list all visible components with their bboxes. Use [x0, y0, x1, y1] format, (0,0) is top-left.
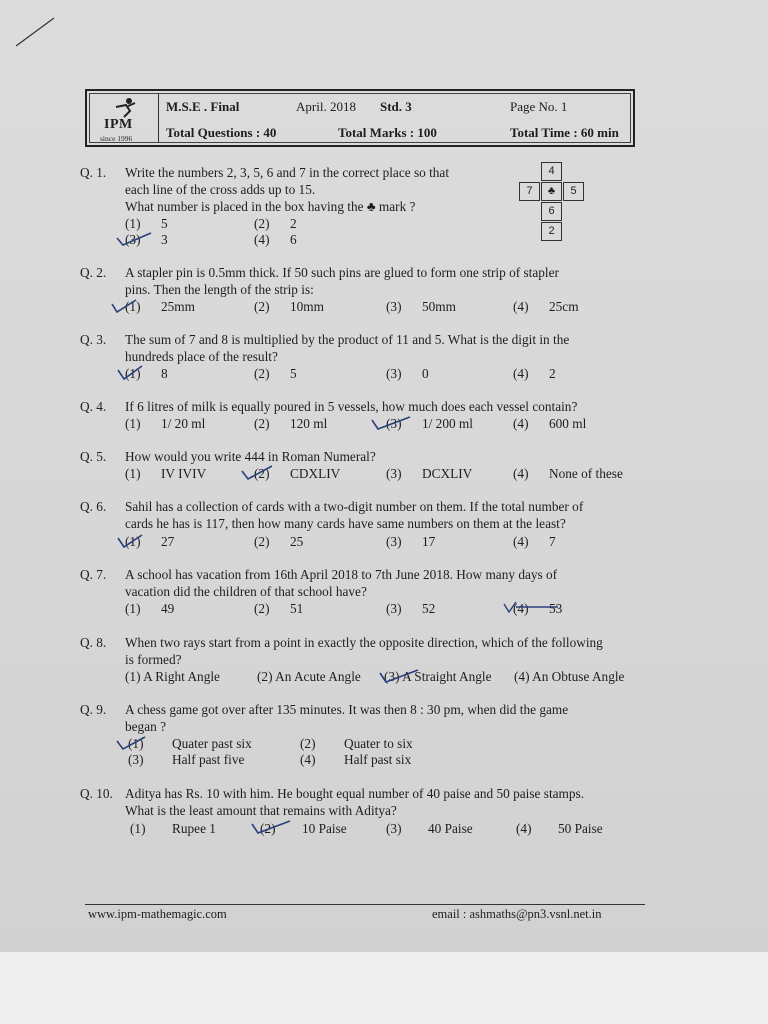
cross-cell-right: 5 [563, 182, 584, 201]
option-4: (4) 53 [513, 601, 563, 616]
scan-margin [0, 952, 768, 1024]
page-number: Page No. 1 [510, 99, 568, 114]
answer-tick-mark [116, 364, 146, 382]
option-4: (4) 50 Paise [516, 821, 603, 836]
exam-title: M.S.E . Final [166, 99, 240, 114]
question-text: A school has vacation from 16th April 2018 to 7th June 2018. How many days of [125, 567, 558, 582]
option-2: (2) 10 Paise [260, 821, 347, 836]
corner-pen-mark [14, 14, 74, 54]
question-text: A stapler pin is 0.5mm thick. If 50 such pins are glued to form one strip of stapler [125, 265, 559, 280]
question-text: If 6 litres of milk is equally poured in 5 vessels, how much does each vessel contain? [125, 399, 578, 414]
logo-since: since 1996 [100, 134, 133, 143]
answer-tick-mark [116, 532, 146, 550]
option-1: (1) Rupee 1 [130, 821, 216, 836]
question-number: Q. 3. [80, 332, 107, 347]
answer-tick-mark [115, 734, 149, 752]
option-1: (1) 27 [125, 534, 175, 549]
total-marks: Total Marks : 100 [338, 125, 437, 140]
exam-std: Std. 3 [380, 99, 412, 114]
question-text: Write the numbers 2, 3, 5, 6 and 7 in the correct place so that [125, 165, 450, 180]
question-text: A chess game got over after 135 minutes. It was then 8 : 30 pm, when did the game [125, 702, 569, 717]
option-3: (3) Half past five [128, 752, 245, 767]
option-1: (1) 1/ 20 ml [125, 416, 206, 431]
answer-tick-mark [502, 598, 562, 616]
option-4: (4) 600 ml [513, 416, 587, 431]
option-3: (3) 40 Paise [386, 821, 473, 836]
cross-cell-club: ♣ [541, 182, 562, 201]
answer-tick-mark [378, 667, 422, 685]
question-text: What number is placed in the box having the ♣ mark ? [125, 199, 416, 214]
question-text: each line of the cross adds up to 15. [125, 182, 316, 197]
footer-website: www.ipm-mathemagic.com [88, 907, 227, 921]
answer-tick-mark [110, 297, 140, 315]
option-2: (2) 25 [254, 534, 304, 549]
option-4: (4) 25cm [513, 299, 579, 314]
question-text: hundreds place of the result? [125, 349, 278, 364]
answer-tick-mark [240, 464, 276, 482]
question-text: What is the least amount that remains with Aditya? [125, 803, 397, 818]
answer-tick-mark [115, 230, 155, 248]
question-text: vacation did the children of that school have? [125, 584, 367, 599]
option-3: (3) 50mm [386, 299, 456, 314]
question-text: began ? [125, 719, 166, 734]
question-text: Sahil has a collection of cards with a two-digit number on them. If the total number of [125, 499, 584, 514]
footer-rule [85, 904, 645, 905]
option-4: (4) 6 [254, 232, 297, 247]
option-2: (2) An Acute Angle [257, 669, 361, 684]
option-4: (4) 7 [513, 534, 556, 549]
option-3: (3) A Straight Angle [384, 669, 492, 684]
option-1: (1) 8 [125, 366, 168, 381]
footer-email: email : ashmaths@pn3.vsnl.net.in [432, 907, 602, 921]
question-number: Q. 8. [80, 635, 107, 650]
option-3: (3) 3 [125, 232, 168, 247]
total-questions: Total Questions : 40 [166, 125, 277, 140]
option-1: (1) A Right Angle [125, 669, 220, 684]
question-number: Q. 10. [80, 786, 113, 801]
question-text: cards he has is 117, then how many cards have same numbers on them at the least? [125, 516, 566, 531]
option-2: (2) 51 [254, 601, 304, 616]
option-3: (3) 0 [386, 366, 429, 381]
option-3: (3) DCXLIV [386, 466, 473, 481]
question-text: Aditya has Rs. 10 with him. He bought equal number of 40 paise and 50 paise stamps. [125, 786, 585, 801]
cross-cell-bottom: 2 [541, 222, 562, 241]
question-number: Q. 6. [80, 499, 107, 514]
logo-text: IPM [104, 117, 133, 132]
exam-header [85, 89, 635, 147]
cross-cell-top: 4 [541, 162, 562, 181]
option-1: (1) 25mm [125, 299, 195, 314]
option-1: (1) Quater past six [128, 736, 252, 751]
option-2: (2) 10mm [254, 299, 324, 314]
question-number: Q. 4. [80, 399, 107, 414]
question-text: is formed? [125, 652, 182, 667]
option-3: (3) 1/ 200 ml [386, 416, 473, 431]
option-2: (2) 5 [254, 366, 297, 381]
option-4: (4) An Obtuse Angle [514, 669, 625, 684]
answer-tick-mark [250, 818, 294, 836]
option-4: (4) Half past six [300, 752, 412, 767]
option-1: (1) IV IVIV [125, 466, 207, 481]
option-3: (3) 52 [386, 601, 436, 616]
option-2: (2) 120 ml [254, 416, 328, 431]
total-time: Total Time : 60 min [510, 125, 619, 140]
cross-cell-left: 7 [519, 182, 540, 201]
option-1: (1) 49 [125, 601, 175, 616]
cross-cell-below: 6 [541, 202, 562, 221]
question-number: Q. 5. [80, 449, 107, 464]
runner-figure-icon [110, 97, 138, 119]
option-3: (3) 17 [386, 534, 436, 549]
question-text: pins. Then the length of the strip is: [125, 282, 314, 297]
ipm-logo [90, 94, 159, 142]
question-text: How would you write 444 in Roman Numeral? [125, 449, 376, 464]
option-2: (2) 2 [254, 216, 297, 231]
question-text: The sum of 7 and 8 is multiplied by the product of 11 and 5. What is the digit in the [125, 332, 570, 347]
exam-date: April. 2018 [296, 99, 356, 114]
answer-tick-mark [370, 414, 414, 432]
question-number: Q. 9. [80, 702, 107, 717]
option-1: (1) 5 [125, 216, 168, 231]
option-2: (2) CDXLIV [254, 466, 341, 481]
question-number: Q. 2. [80, 265, 107, 280]
option-4: (4) None of these [513, 466, 623, 481]
question-number: Q. 1. [80, 165, 107, 180]
option-4: (4) 2 [513, 366, 556, 381]
option-2: (2) Quater to six [300, 736, 413, 751]
question-number: Q. 7. [80, 567, 107, 582]
question-text: When two rays start from a point in exactly the opposite direction, which of the following [125, 635, 603, 650]
